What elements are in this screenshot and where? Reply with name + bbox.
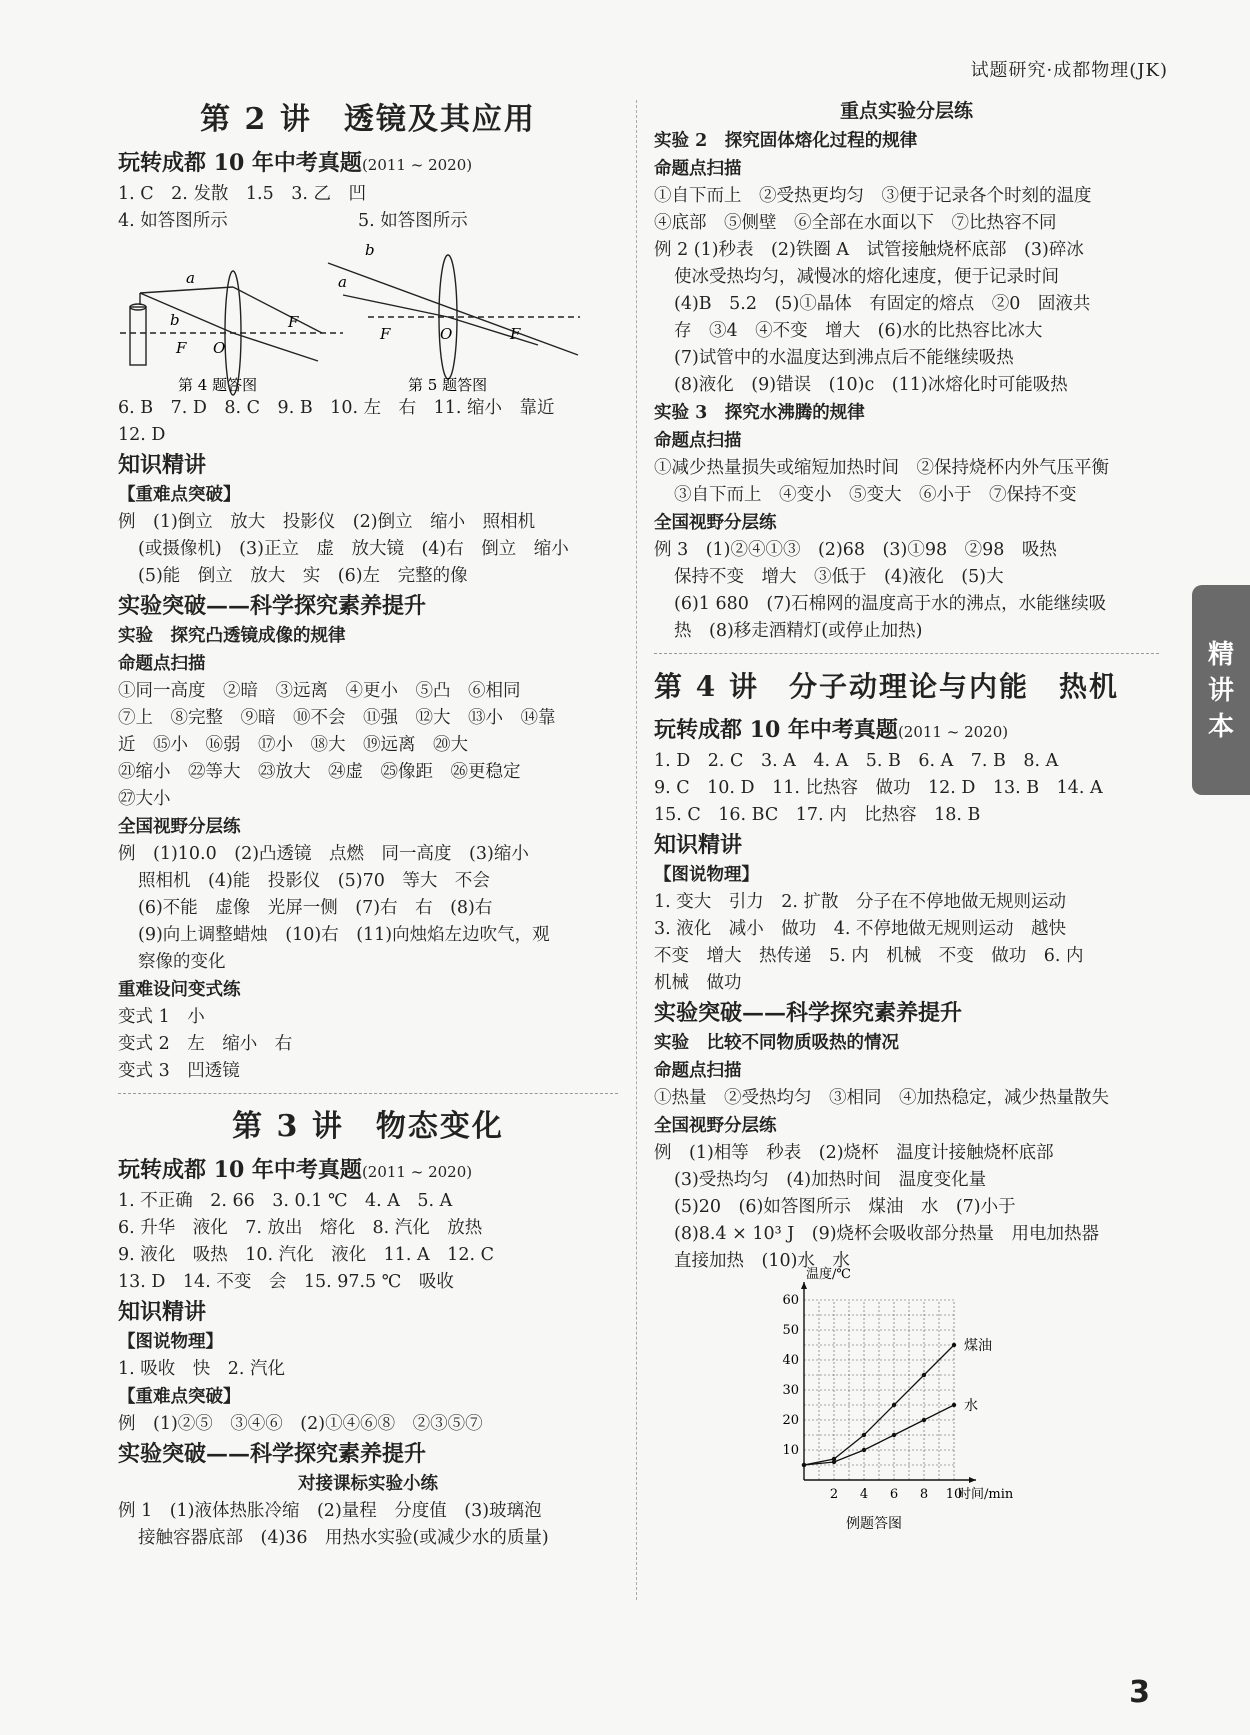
subsection-heading: 全国视野分层练 xyxy=(654,513,777,533)
x-tick-label: 8 xyxy=(919,1487,929,1502)
answer-line: 察像的变化 xyxy=(138,952,226,972)
data-point xyxy=(922,1373,926,1377)
answer-line: 变式 1 小 xyxy=(118,1007,205,1027)
data-point xyxy=(922,1418,926,1422)
series-label: 水 xyxy=(964,1398,978,1414)
x-axis-label: 时间/min xyxy=(958,1487,1014,1502)
y-tick-label: 50 xyxy=(782,1323,799,1338)
section-heading: 实验突破——科学探究素养提升 xyxy=(654,1000,963,1026)
experiment-title: 实验 3 探究水沸腾的规律 xyxy=(654,403,865,423)
subsection-heading: 命题点扫描 xyxy=(654,431,742,451)
x-tick-label: 2 xyxy=(829,1487,839,1502)
answer-line: 例 (1)10.0 (2)凸透镜 点燃 同一高度 (3)缩小 xyxy=(118,844,529,864)
answer-line: (或摄像机) (3)正立 虚 放大镜 (4)右 倒立 缩小 xyxy=(138,539,569,559)
subsection-heading: 【重难点突破】 xyxy=(118,1387,241,1407)
answer-line: ①自下而上 ②受热更均匀 ③便于记录各个时刻的温度 xyxy=(654,186,1092,206)
answer-line: 存 ③4 ④不变 增大 (6)水的比热容比冰大 xyxy=(674,321,1043,341)
y-tick-label: 40 xyxy=(782,1353,799,1368)
section-heading: 知识精讲 xyxy=(118,452,207,478)
answer-line: (5)能 倒立 放大 实 (6)左 完整的像 xyxy=(138,566,468,586)
label-O: O xyxy=(213,339,226,357)
figure-5 xyxy=(328,255,580,379)
answer-line: 9. 液化 吸热 10. 汽化 液化 11. A 12. C xyxy=(118,1245,494,1265)
side-tab-char: 精 xyxy=(1207,640,1234,670)
answer-line: 13. D 14. 不变 会 15. 97.5 ℃ 吸收 xyxy=(118,1272,454,1292)
page-number: 3 xyxy=(1129,1675,1150,1710)
section-heading: 知识精讲 xyxy=(118,1299,207,1325)
answer-line: 例 (1)②⑤ ③④⑥ (2)①④⑥⑧ ②③⑤⑦ xyxy=(118,1414,483,1434)
answer-line: ①减少热量损失或缩短加热时间 ②保持烧杯内外气压平衡 xyxy=(654,458,1109,478)
answer-line: 1. C 2. 发散 1.5 3. 乙 凹 xyxy=(118,184,366,204)
column-divider xyxy=(636,100,637,1600)
answer-line: (6)不能 虚像 光屏一侧 (7)右 右 (8)右 xyxy=(138,898,493,918)
answer-line: 使冰受热均匀，减慢冰的熔化速度，便于记录时间 xyxy=(674,267,1059,287)
y-tick-label: 20 xyxy=(782,1413,799,1428)
subsection-heading: 重难设问变式练 xyxy=(118,980,241,1000)
subsection-heading: 对接课标实验小练 xyxy=(298,1474,438,1494)
answer-line: (7)试管中的水温度达到沸点后不能继续吸热 xyxy=(674,348,1014,368)
answer-line: (9)向上调整蜡烛 (10)右 (11)向烛焰左边吹气，观 xyxy=(138,925,550,945)
answer-line: 近 ⑮小 ⑯弱 ⑰小 ⑱大 ⑲远离 ⑳大 xyxy=(118,735,468,755)
answer-line: ④底部 ⑤侧壁 ⑥全部在水面以下 ⑦比热容不同 xyxy=(654,213,1057,233)
answer-line: (5)20 (6)如答图所示 煤油 水 (7)小于 xyxy=(674,1197,1016,1217)
x-tick-label: 6 xyxy=(889,1487,899,1502)
section-heading: 玩转成都 10 年中考真题(2011 ~ 2020) xyxy=(118,150,473,176)
page-header: 试题研究·成都物理(JK) xyxy=(970,60,1168,81)
y-axis-arrow xyxy=(801,1282,807,1289)
label-O: O xyxy=(440,325,453,343)
experiment-title: 实验 比较不同物质吸热的情况 xyxy=(654,1033,899,1053)
section-heading: 玩转成都 10 年中考真题(2011 ~ 2020) xyxy=(118,1157,473,1183)
temperature-chart-wrap xyxy=(654,1267,1159,1535)
answer-line: 不变 增大 热传递 5. 内 机械 不变 做功 6. 内 xyxy=(654,946,1084,966)
answer-line: 变式 2 左 缩小 右 xyxy=(118,1034,293,1054)
answer-line: (8)液化 (9)错误 (10)c (11)冰熔化时可能吸热 xyxy=(674,375,1068,395)
answer-line: 例 1 (1)液体热胀冷缩 (2)量程 分度值 (3)玻璃泡 xyxy=(118,1501,542,1521)
answer-line: 6. B 7. D 8. C 9. B 10. 左 右 11. 缩小 靠近 xyxy=(118,398,555,418)
answer-line: 12. D xyxy=(118,425,166,445)
subsection-heading: 命题点扫描 xyxy=(654,1061,742,1081)
answer-line: 变式 3 凹透镜 xyxy=(118,1061,240,1081)
experiment-title: 实验 2 探究固体熔化过程的规律 xyxy=(654,131,918,151)
lecture-3-title: 第 3 讲 物态变化 xyxy=(232,1109,504,1144)
answer-line: 1. 吸收 快 2. 汽化 xyxy=(118,1359,286,1379)
section-heading: 实验突破——科学探究素养提升 xyxy=(118,1441,427,1467)
answer-line: 机械 做功 xyxy=(654,973,742,993)
data-point xyxy=(832,1460,836,1464)
answer-line: 1. D 2. C 3. A 4. A 5. B 6. A 7. B 8. A xyxy=(654,751,1059,771)
label-b: b xyxy=(170,311,180,329)
subsection-heading: 全国视野分层练 xyxy=(654,1116,777,1136)
subsection-heading: 【重难点突破】 xyxy=(118,485,241,505)
data-point xyxy=(802,1463,806,1467)
answer-line: ㉑缩小 ㉒等大 ㉓放大 ㉔虚 ㉕像距 ㉖更稳定 xyxy=(118,762,521,782)
answer-line: 接触容器底部 (4)36 用热水实验(或减少水的质量) xyxy=(138,1528,549,1548)
lecture-2-title: 第 2 讲 透镜及其应用 xyxy=(200,102,536,137)
section-heading: 玩转成都 10 年中考真题(2011 ~ 2020) xyxy=(654,717,1009,743)
right-column xyxy=(654,95,1159,1535)
data-point xyxy=(892,1403,896,1407)
answer-line: 例 (1)相等 秒表 (2)烧杯 温度计接触烧杯底部 xyxy=(654,1143,1054,1163)
y-tick-label: 60 xyxy=(782,1293,799,1308)
label-F: F xyxy=(176,339,187,357)
lens-diagrams xyxy=(118,235,618,395)
label-b: b xyxy=(365,241,375,259)
answer-line: 例 3 (1)②④①③ (2)68 (3)①98 ②98 吸热 xyxy=(654,540,1057,560)
answer-line: 例 2 (1)秒表 (2)铁圈 A 试管接触烧杯底部 (3)碎冰 xyxy=(654,240,1084,260)
lecture-4-title: 第 4 讲 分子动理论与内能 热机 xyxy=(654,670,1119,703)
section-heading: 知识精讲 xyxy=(654,832,743,858)
label-a: a xyxy=(186,269,195,287)
answer-line: ⑦上 ⑧完整 ⑨暗 ⑩不会 ⑪强 ⑫大 ⑬小 ⑭靠 xyxy=(118,708,556,728)
side-tab-char: 讲 xyxy=(1207,676,1234,706)
answer-line: (6)1 680 (7)石棉网的温度高于水的沸点，水能继续吸 xyxy=(674,594,1107,614)
subsection-heading: 命题点扫描 xyxy=(654,159,742,179)
y-tick-label: 30 xyxy=(782,1383,799,1398)
section-heading: 实验突破——科学探究素养提升 xyxy=(118,593,427,619)
answer-line: (3)受热均匀 (4)加热时间 温度变化量 xyxy=(674,1170,987,1190)
lens-figures xyxy=(118,235,618,395)
x-tick-label: 10 xyxy=(945,1487,963,1502)
subsection-heading: 【图说物理】 xyxy=(118,1332,223,1352)
left-column xyxy=(118,95,618,1552)
answer-line: ①热量 ②受热均匀 ③相同 ④加热稳定，减少热量散失 xyxy=(654,1088,1109,1108)
answer-line: (4)B 5.2 (5)①晶体 有固定的熔点 ②0 固液共 xyxy=(674,294,1091,314)
section-divider xyxy=(118,1093,618,1094)
answer-line: ③自下而上 ④变小 ⑤变大 ⑥小于 ⑦保持不变 xyxy=(674,485,1077,505)
answer-line: ①同一高度 ②暗 ③远离 ④更小 ⑤凸 ⑥相同 xyxy=(118,681,521,701)
subsection-heading: 【图说物理】 xyxy=(654,865,759,885)
answer-line: 1. 变大 引力 2. 扩散 分子在不停地做无规则运动 xyxy=(654,892,1067,912)
y-tick-label: 10 xyxy=(782,1443,799,1458)
label-F: F xyxy=(288,313,299,331)
data-point xyxy=(952,1403,956,1407)
label-a: a xyxy=(338,273,347,291)
side-tab-char: 本 xyxy=(1207,712,1234,742)
answer-line: (8)8.4 × 10³ J (9)烧杯会吸收部分热量 用电加热器 xyxy=(674,1224,1100,1244)
answer-line: 例 (1)倒立 放大 投影仪 (2)倒立 缩小 照相机 xyxy=(118,512,536,532)
x-axis-arrow xyxy=(969,1477,976,1483)
data-point xyxy=(952,1343,956,1347)
answer-line: 直接加热 (10)水 水 xyxy=(674,1251,850,1271)
chart-caption: 例题答图 xyxy=(846,1516,902,1532)
side-tab xyxy=(1192,585,1250,795)
label-F: F xyxy=(510,325,521,343)
answer-line: 6. 升华 液化 7. 放出 熔化 8. 汽化 放热 xyxy=(118,1218,483,1238)
answer-line: 照相机 (4)能 投影仪 (5)70 等大 不会 xyxy=(138,871,490,891)
right-section-title: 重点实验分层练 xyxy=(839,100,973,122)
series-label: 煤油 xyxy=(964,1338,992,1354)
data-point xyxy=(862,1448,866,1452)
y-axis-label: 温度/℃ xyxy=(806,1267,851,1282)
label-F: F xyxy=(380,325,391,343)
subsection-heading: 命题点扫描 xyxy=(118,654,206,674)
data-point xyxy=(892,1433,896,1437)
figure-4-caption: 第 4 题答图 xyxy=(178,376,258,394)
temperature-chart xyxy=(764,1267,1104,1535)
answer-line: 3. 液化 减小 做功 4. 不停地做无规则运动 越快 xyxy=(654,919,1067,939)
answer-line: 9. C 10. D 11. 比热容 做功 12. D 13. B 14. A xyxy=(654,778,1103,798)
experiment-title: 实验 探究凸透镜成像的规律 xyxy=(118,626,346,646)
section-divider xyxy=(654,653,1159,654)
answer-line: 4. 如答图所示 5. 如答图所示 xyxy=(118,211,468,231)
x-tick-label: 4 xyxy=(859,1487,869,1502)
answer-line: 保持不变 增大 ③低于 (4)液化 (5)大 xyxy=(674,567,1004,587)
answer-line: 15. C 16. BC 17. 内 比热容 18. B xyxy=(654,805,981,825)
figure-5-caption: 第 5 题答图 xyxy=(408,376,488,394)
answer-line: 热 (8)移走酒精灯(或停止加热) xyxy=(674,621,923,641)
answer-line: 1. 不正确 2. 66 3. 0.1 ℃ 4. A 5. A xyxy=(118,1191,453,1211)
answer-line: ㉗大小 xyxy=(118,789,171,809)
data-point xyxy=(862,1433,866,1437)
subsection-heading: 全国视野分层练 xyxy=(118,817,241,837)
